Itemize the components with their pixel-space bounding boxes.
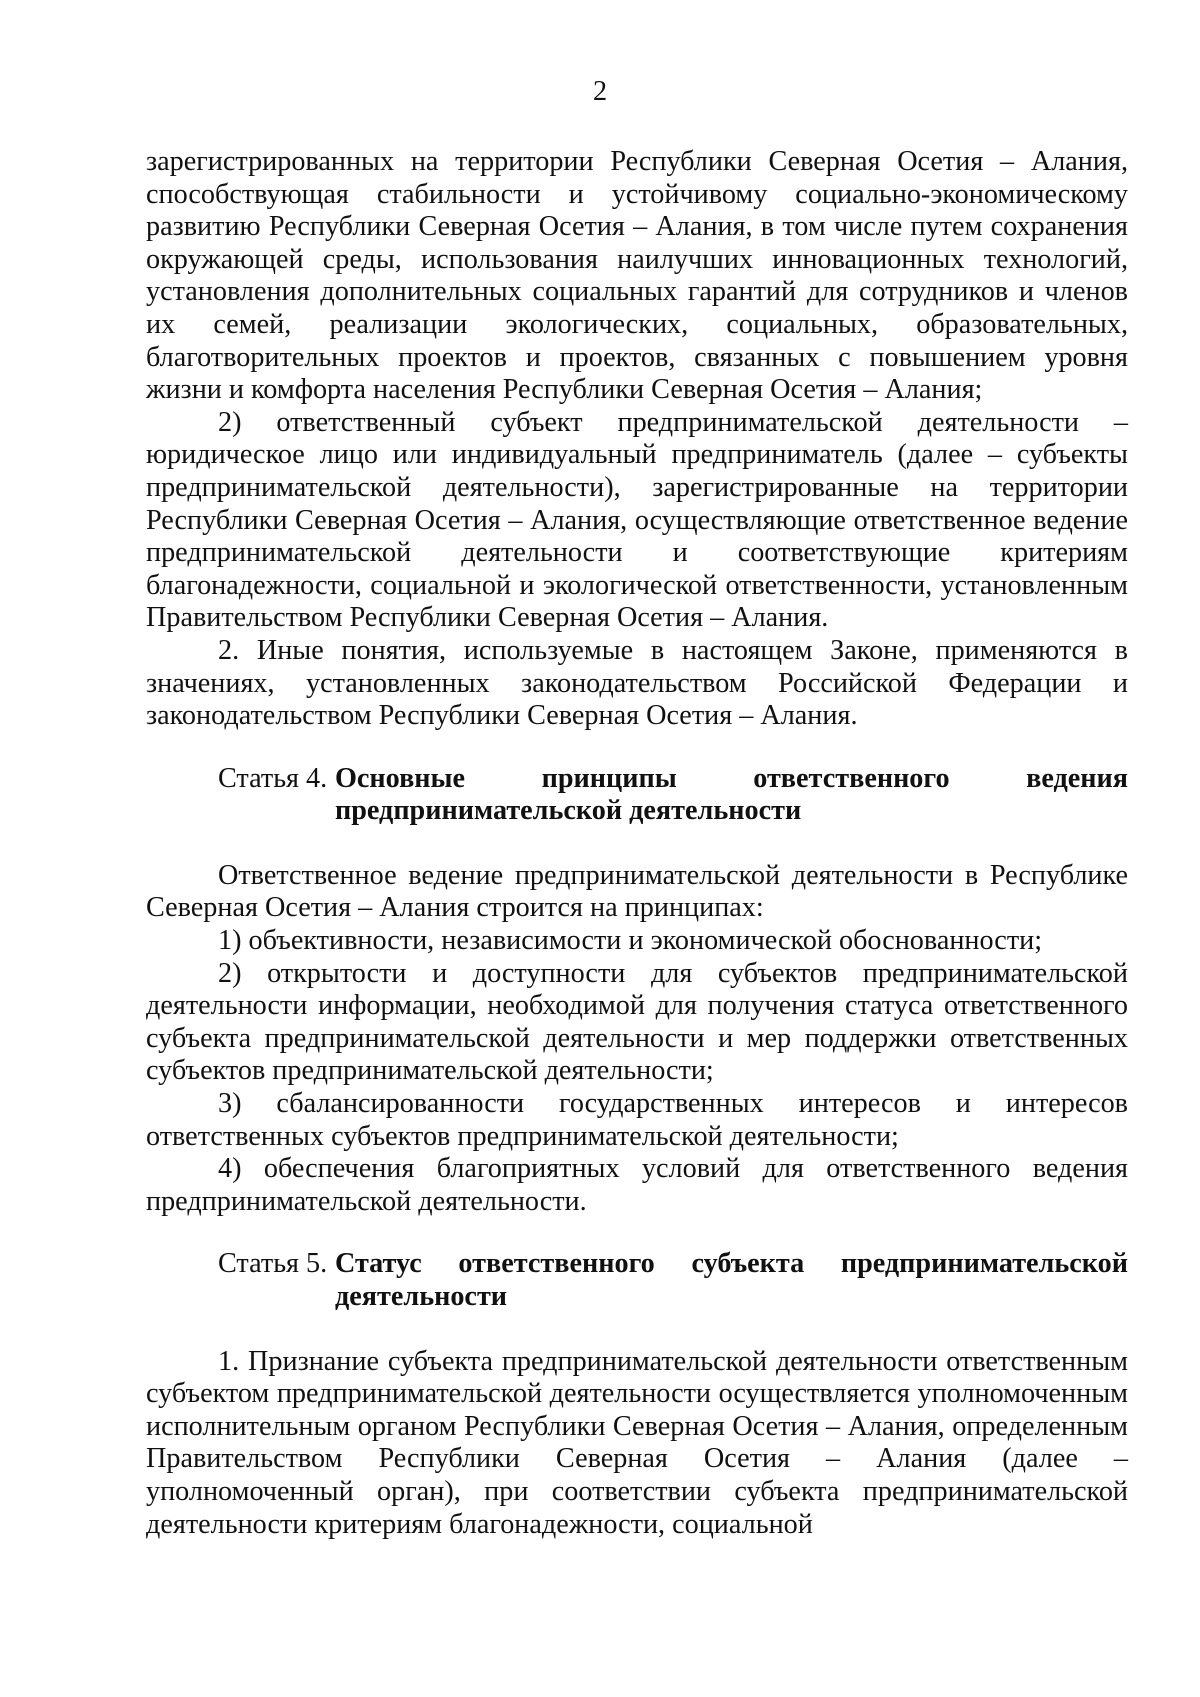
article-5-title: Статус ответственного субъекта предпринимательской деятельности (335, 1248, 1128, 1312)
page-number: 2 (592, 76, 608, 107)
paragraph-continuation: зарегистрированных на территории Республики Северная Осетия – Алания, способствующая стабильности и устойчивому социально-экономическому развитию Республики Северная Осетия – Алания, в том числе путем сохранения окружающей среды, использования наилучших инновационных технологий, установления дополнительных социальных гарантий для сотрудников и членов их семей, реализации экологических, социальных, образовательных, благотворительных проектов и проектов, связанных с повышением уровня жизни и комфорта населения Республики Северная Осетия – Алания; (146, 146, 1128, 406)
article-4-item-3: 3) сбалансированности государственных интересов и интересов ответственных субъектов предпринимательской деятельности; (146, 1088, 1128, 1152)
article-5-paragraph-1: 1. Признание субъекта предпринимательской деятельности ответственным субъектом предпринимательской деятельности осуществляется уполномоченным исполнительным органом Республики Северная Осетия – Алания, определенным Правительством Республики Северная Осетия – Алания (далее – уполномоченный орган), при соответствии субъекта предпринимательской деятельности критериям благонадежности, социальной (146, 1345, 1128, 1540)
article-5-number: Статья 5. (218, 1248, 328, 1280)
article-4-title: Основные принципы ответственного ведения предпринимательской деятельности (335, 762, 1128, 827)
article-4-item-1: 1) объективности, независимости и экономической обоснованности; (218, 925, 1043, 957)
paragraph-other-terms: 2. Иные понятия, используемые в настоящем Законе, применяются в значениях, установленных законодательством Российской Федерации и законодательством Республики Северная Осетия – Алания. (146, 634, 1128, 732)
document-body (146, 146, 1128, 1541)
paragraph-definition-2: 2) ответственный субъект предпринимательской деятельности – юридическое лицо или индивидуальный предприниматель (далее – субъекты предпринимательской деятельности), зарегистрированные на территории Республики Северная Осетия – Алания, осуществляющие ответственное ведение предпринимательской деятельности и соответствующие критериям благонадежности, социальной и экологической ответственности, установленным Правительством Республики Северная Осетия – Алания. (146, 406, 1128, 634)
article-4-intro: Ответственное ведение предпринимательской деятельности в Республике Северная Осетия – Алания строится на принципах: (146, 859, 1128, 924)
article-4-item-4: 4) обеспечения благоприятных условий для ответственного ведения предпринимательской деятельности. (146, 1153, 1128, 1217)
article-4-number: Статья 4. (218, 762, 328, 794)
article-5-heading (146, 1248, 1128, 1313)
article-4-item-2: 2) открытости и доступности для субъектов предпринимательской деятельности информации, необходимой для получения статуса ответственного субъекта предпринимательской деятельности и мер поддержки ответственных субъектов предпринимательской деятельности; (146, 957, 1128, 1087)
article-4-heading (146, 763, 1128, 828)
